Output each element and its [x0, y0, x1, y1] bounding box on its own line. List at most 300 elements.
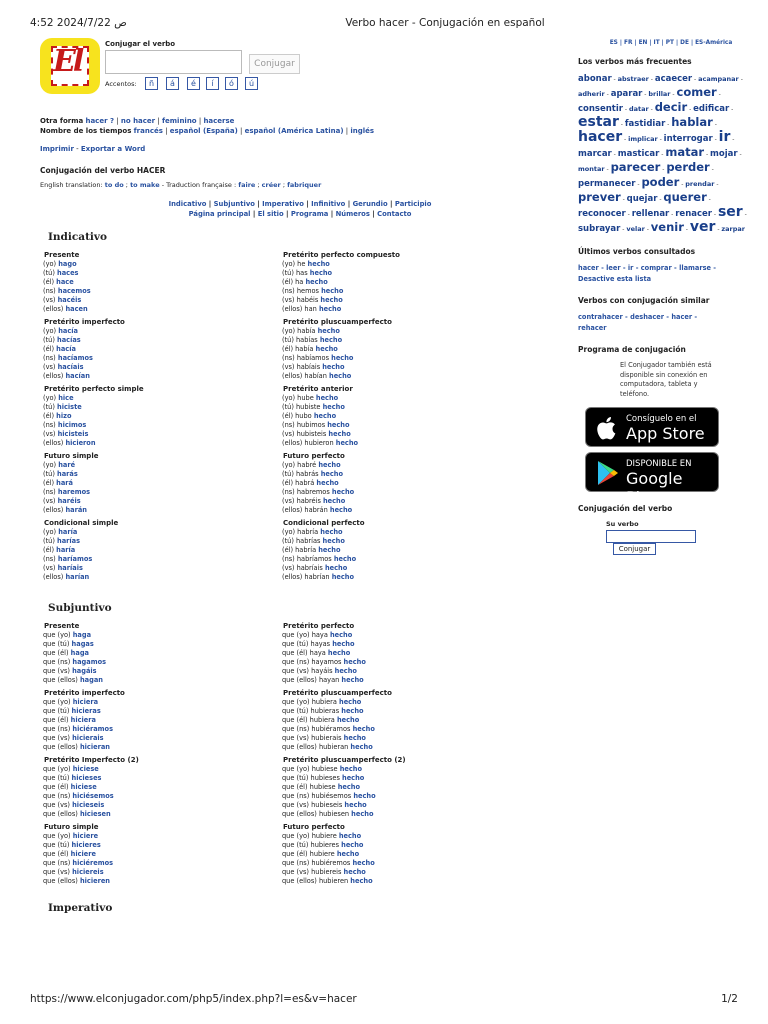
tense-name: Pretérito pluscuamperfecto [283, 318, 392, 326]
conjugation-row [282, 774, 539, 783]
link-espanol-america[interactable]: español (América Latina) [244, 127, 344, 135]
pronoun: (tú) habrías [282, 537, 321, 545]
conjugation-row [282, 327, 539, 336]
frequent-verb-link[interactable]: parecer [610, 160, 661, 174]
frequent-verb-link[interactable]: masticar [617, 149, 660, 159]
verb-form: hecho [337, 783, 360, 791]
tense-grid [40, 622, 560, 890]
frequent-verb-link[interactable]: rellenar [631, 209, 670, 219]
verb-form: hicisteis [57, 430, 89, 438]
pronoun: (ns) hubimos [282, 421, 326, 429]
pronoun: (él) [43, 278, 55, 286]
conjugation-row [282, 287, 539, 296]
verb-form: hecho [343, 734, 366, 742]
tense-name: Presente [44, 622, 80, 630]
verb-form: harían [65, 573, 90, 581]
verb-form: haga [70, 649, 89, 657]
pronoun: que (ns) [43, 725, 71, 733]
verb-form: hecho [331, 573, 355, 581]
tense-block [40, 689, 279, 752]
tense-name: Futuro simple [44, 452, 99, 460]
recent-verbs: hacer - leer - ir - comprar - llamarse - Desactive esta lista [578, 264, 717, 283]
frequent-verb-link[interactable]: querer [663, 190, 707, 204]
pronoun: (ns) [43, 287, 56, 295]
accent-key-e[interactable]: é [187, 77, 200, 90]
verb-form: hecho [327, 649, 351, 657]
verb-form: hecho [331, 488, 355, 496]
pronoun: (vs) habéis [282, 296, 319, 304]
conjugation-row [43, 774, 279, 783]
frequent-verb-link[interactable]: edificar [693, 104, 730, 114]
similar-verb-link[interactable]: rehacer [578, 324, 607, 332]
verb-form: hecho [322, 537, 345, 545]
frequent-verb-link[interactable]: consentir [578, 104, 623, 114]
tense-name: Pretérito Imperfecto (2) [44, 756, 139, 764]
verb-form: hecho [336, 716, 360, 724]
google-play-line1: DISPONIBLE EN [626, 459, 692, 469]
pronoun: que (él) haya [282, 649, 326, 657]
nav-contact[interactable]: Contacto [377, 210, 412, 218]
google-play-icon [596, 460, 620, 486]
verb-form: hicieras [71, 707, 101, 715]
conjugation-row [282, 783, 539, 792]
frequent-verb-link[interactable]: acampanar [698, 75, 739, 83]
conjugation-row [43, 676, 279, 685]
link-ingles[interactable]: inglés [350, 127, 375, 135]
pronoun: que (él) hubiere [282, 850, 335, 858]
trans-creer[interactable]: créer [261, 181, 281, 189]
verb-form: hecho [342, 774, 365, 782]
verb-form: hiciera [70, 716, 96, 724]
search-label: Conjugar el verbo [105, 40, 176, 48]
verb-form: hacíamos [57, 354, 93, 362]
conjugation-row [43, 564, 279, 573]
pronoun: (ellos) [43, 372, 64, 380]
pronoun: (ns) [43, 421, 56, 429]
pronoun: que (ellos) [43, 877, 78, 885]
frequent-verb-link[interactable]: renacer [675, 209, 712, 219]
frequent-verb-link[interactable]: quejar [626, 194, 658, 204]
pronoun: (yo) habré [282, 461, 317, 469]
accent-key-n[interactable]: ñ [145, 77, 158, 90]
app-store-badge[interactable] [585, 407, 719, 447]
conjugation-row [282, 403, 539, 412]
print-link[interactable]: Imprimir [40, 145, 74, 153]
frequent-verb-link[interactable]: implicar [628, 135, 658, 143]
frequent-verb-link[interactable]: ir [718, 129, 731, 145]
tense-block [40, 318, 279, 381]
pronoun: (ellos) habían [282, 372, 327, 380]
language-links[interactable]: ES | FR | EN | IT | PT | DE | ES-América [609, 40, 733, 46]
similar-verbs-title: Verbos con conjugación similar [578, 296, 710, 305]
frequent-verb-link[interactable]: hablar [671, 115, 713, 129]
frequent-verb-link[interactable]: adherir [578, 90, 605, 98]
pronoun: (él) ha [282, 278, 304, 286]
conjugation-row [282, 676, 539, 685]
export-word-link[interactable]: Exportar a Word [80, 145, 146, 153]
accent-key-o[interactable]: ó [225, 77, 238, 90]
conjugation-row [282, 716, 539, 725]
trans-faire[interactable]: faire [238, 181, 256, 189]
pronoun: (ellos) [43, 439, 64, 447]
verb-form: hecho [313, 412, 337, 420]
verb-form: harás [57, 470, 78, 478]
pronoun: que (yo) [43, 631, 71, 639]
frequent-verb-link[interactable]: velar [626, 225, 645, 233]
pronoun: (tú) [43, 269, 55, 277]
verb-form: hará [56, 479, 74, 487]
verb-form: hacen [65, 305, 88, 313]
tense-name: Condicional simple [44, 519, 119, 527]
conjugation-row [43, 260, 279, 269]
tense-block [40, 622, 279, 685]
nav-indicativo[interactable]: Indicativo [168, 200, 207, 208]
pronoun: que (tú) hubieses [282, 774, 340, 782]
conjugation-row [282, 555, 539, 564]
frequent-verb-link[interactable]: ser [717, 204, 743, 220]
verb-form: hecho [320, 528, 343, 536]
frequent-verb-link[interactable]: zarpar [721, 225, 746, 233]
conjugation-row [43, 354, 279, 363]
recent-verb-link[interactable]: comprar [640, 264, 672, 272]
pronoun: (ns) [43, 555, 56, 563]
frequent-verb-link[interactable]: aparar [610, 89, 643, 99]
pronoun: (yo) habría [282, 528, 319, 536]
recent-verb-link[interactable]: hacer [578, 264, 599, 272]
conjugation-row [282, 707, 539, 716]
similar-verbs: contrahacer - deshacer - hacer - rehacer [578, 313, 698, 332]
verb-form: hecho [329, 506, 353, 514]
pronoun: (tú) [43, 537, 55, 545]
print-url: https://www.elconjugador.com/php5/index.php?l=es&v=hacer [30, 993, 357, 1005]
pronoun: que (tú) [43, 640, 70, 648]
disable-list-link[interactable]: Desactive esta lista [578, 275, 652, 283]
side-conjugate-button[interactable]: Conjugar [613, 543, 656, 555]
conjugation-row [282, 850, 539, 859]
pronoun: (ns) hemos [282, 287, 319, 295]
nav-numbers[interactable]: Números [335, 210, 370, 218]
pronoun: (vs) habíais [282, 363, 321, 371]
recent-verb-link[interactable]: ir [627, 264, 634, 272]
conjugation-row [43, 470, 279, 479]
conjugation-row [282, 832, 539, 841]
translations: English translation: to do ; to make - Traduction française : faire ; créer ; fabriquer [40, 181, 322, 189]
pronoun: que (ns) hubiéremos [282, 859, 351, 867]
conjugation-row [282, 479, 539, 488]
frequent-verb-link[interactable]: perder [666, 160, 710, 174]
verb-form: hecho [329, 631, 353, 639]
verb-form: hiciera [72, 698, 99, 706]
frequent-verb-link[interactable]: interrogar [663, 134, 713, 144]
conjugation-row [43, 725, 279, 734]
google-play-line2: Google Play [626, 469, 683, 507]
frequent-verb-link[interactable]: datar [628, 105, 649, 113]
pronoun: (ellos) [43, 573, 64, 581]
conjugation-row [43, 394, 279, 403]
frequent-verb-link[interactable]: ver [689, 219, 716, 235]
verb-form: hecho [305, 278, 328, 286]
nav-gerundio[interactable]: Gerundio [352, 200, 388, 208]
nav-imperativo[interactable]: Imperativo [262, 200, 304, 208]
similar-verb-link[interactable]: hacer [671, 313, 693, 321]
pronoun: (ns) habremos [282, 488, 330, 496]
conjugation-row [282, 868, 539, 877]
frequent-verb-link[interactable]: montar [578, 165, 605, 173]
conjugation-row [282, 564, 539, 573]
conjugation-row [43, 269, 279, 278]
conjugation-row [43, 573, 279, 582]
frequent-verb-link[interactable]: estar [578, 114, 619, 130]
verb-form: hicieses [71, 774, 102, 782]
nav-subjuntivo[interactable]: Subjuntivo [213, 200, 255, 208]
tense-name: Pretérito perfecto simple [44, 385, 144, 393]
verb-search-input[interactable] [105, 50, 242, 74]
pronoun: (él) [43, 479, 55, 487]
tense-name: Futuro perfecto [283, 823, 345, 831]
conjugation-row [43, 801, 279, 810]
conjugation-row [282, 810, 539, 819]
verb-form: hecho [315, 345, 338, 353]
frequent-verb-link[interactable]: venir [650, 220, 684, 234]
conjugation-row [282, 667, 539, 676]
verb-form: hecho [322, 403, 345, 411]
accent-key-u[interactable]: ú [245, 77, 258, 90]
tense-block [279, 251, 539, 314]
frequent-verb-link[interactable]: brillar [648, 90, 671, 98]
frequent-verb-link[interactable]: prendar [685, 180, 715, 188]
conjugation-row [43, 859, 279, 868]
tense-name: Pretérito perfecto compuesto [283, 251, 400, 259]
conjugation-row [43, 439, 279, 448]
conjugation-row [43, 287, 279, 296]
link-hacer-question[interactable]: hacer ? [85, 117, 115, 125]
pronoun: (ellos) [43, 506, 64, 514]
verb-form: hecho [327, 421, 350, 429]
verb-form: hacías [57, 336, 81, 344]
verb-form: hizo [56, 412, 72, 420]
verb-form: hecho [338, 832, 362, 840]
conjugation-row [43, 640, 279, 649]
verb-form: hecho [352, 859, 375, 867]
tense-grid [40, 251, 560, 586]
pronoun: que (tú) [43, 841, 70, 849]
verb-form: hicimos [57, 421, 87, 429]
verb-form: harías [57, 537, 81, 545]
pronoun: (tú) has [282, 269, 308, 277]
conjugation-row [43, 631, 279, 640]
verb-form: hacemos [57, 287, 91, 295]
frequent-verb-link[interactable]: fastidiar [624, 119, 666, 129]
frequent-verb-link[interactable]: decir [654, 100, 688, 114]
link-frances[interactable]: francés [133, 127, 163, 135]
pronoun: que (vs) hayáis [282, 667, 333, 675]
verb-form: hecho [341, 707, 364, 715]
pronoun: (tú) [43, 403, 55, 411]
similar-verb-link[interactable]: deshacer [630, 313, 664, 321]
conjugation-row [43, 430, 279, 439]
nav-participio[interactable]: Participio [394, 200, 432, 208]
conjugation-row [282, 631, 539, 640]
pronoun: (ellos) habrían [282, 573, 330, 581]
conjugation-row [43, 698, 279, 707]
verb-form: hice [58, 394, 74, 402]
site-logo[interactable] [40, 38, 100, 94]
verb-form: hace [56, 278, 74, 286]
verb-cloud: abonar - abstraer - acaecer - acampanar - adherir - aparar - brillar - comer - consentir - datar - decir - edificar - estar - fastidiar - hablar - hacer - implicar - interrogar - ir - marcar - masticar - matar - mojar - montar - parecer - perder - permanecer - poder - prendar - prever - quejar - querer - reconocer - rellenar - renacer - ser - subrayar - velar - venir - ver - zarpar [578, 74, 747, 235]
nav-program[interactable]: Programa [290, 210, 329, 218]
link-espanol-espana[interactable]: español (España) [169, 127, 238, 135]
link-feminino[interactable]: feminino [161, 117, 197, 125]
pronoun: que (ns) hayamos [282, 658, 342, 666]
conjugation-row [282, 305, 539, 314]
frequent-verb-link[interactable]: reconocer [578, 209, 626, 219]
side-verb-input[interactable] [606, 530, 696, 543]
conjugation-row [43, 479, 279, 488]
verb-form: hecho [316, 479, 339, 487]
conjugation-row [43, 765, 279, 774]
pronoun: que (yo) hubiera [282, 698, 337, 706]
frequent-verb-link[interactable]: subrayar [578, 224, 621, 234]
verb-form: hiciere [70, 850, 96, 858]
sidebar [578, 40, 748, 555]
similar-verb-link[interactable]: contrahacer [578, 313, 623, 321]
nav-home[interactable]: Página principal [188, 210, 251, 218]
verb-form: hecho [315, 394, 339, 402]
tense-block [40, 756, 279, 819]
frequent-verb-link[interactable]: permanecer [578, 179, 636, 189]
pronoun: (yo) [43, 260, 57, 268]
verb-form: hacéis [57, 296, 82, 304]
verb-form: hecho [339, 698, 362, 706]
link-no-hacer[interactable]: no hacer [120, 117, 156, 125]
pronoun: (vs) [43, 430, 56, 438]
verb-form: hiciereis [72, 868, 104, 876]
frequent-verb-link[interactable]: hacer [578, 129, 623, 145]
program-text: El Conjugador también está disponible sin conexión en computadora, tableta y teléfono. [620, 361, 712, 398]
nav-site[interactable]: El sitio [257, 210, 284, 218]
conjugation-row [43, 649, 279, 658]
frequent-verb-link[interactable]: acaecer [654, 74, 693, 84]
trans-to-make[interactable]: to make [130, 181, 160, 189]
pronoun: que (vs) [43, 667, 70, 675]
trans-to-do[interactable]: to do [104, 181, 124, 189]
tense-block [279, 622, 539, 685]
search-box [40, 38, 560, 116]
tense-block [279, 385, 539, 448]
app-store-line1: Consíguelo en el [626, 414, 697, 424]
conjugation-row [43, 327, 279, 336]
verb-form: hicieren [79, 877, 110, 885]
conjugation-row [282, 765, 539, 774]
verb-form: hecho [320, 470, 344, 478]
accents-label: Accentos: [105, 80, 137, 88]
pronoun: (ns) [43, 488, 56, 496]
frequent-verb-link[interactable]: prever [578, 190, 621, 204]
frequent-verb-link[interactable]: mojar [710, 149, 738, 159]
recent-verb-link[interactable]: leer [606, 264, 621, 272]
frequent-verb-link[interactable]: abonar [578, 74, 612, 84]
conjugation-row [282, 573, 539, 582]
pronoun: (vs) [43, 296, 56, 304]
conjugation-row [43, 372, 279, 381]
conjugation-row [43, 296, 279, 305]
verb-form: hecho [341, 676, 364, 684]
conjugate-button[interactable]: Conjugar [249, 54, 300, 74]
verb-form: hiciéremos [72, 859, 114, 867]
tense-block [40, 452, 279, 515]
recent-verb-link[interactable]: llamarse [679, 264, 712, 272]
pronoun: que (ellos) hubieran [282, 743, 349, 751]
verb-form: hecho [322, 497, 346, 505]
pronoun: (tú) hubiste [282, 403, 321, 411]
pronoun: que (yo) hubiere [282, 832, 337, 840]
tense-name: Pretérito imperfecto [44, 318, 125, 326]
conjugation-row [282, 698, 539, 707]
pronoun: (vs) [43, 497, 56, 505]
conjugation-row [43, 403, 279, 412]
print-page-number: 1/2 [721, 993, 738, 1005]
pronoun: (ellos) habrán [282, 506, 328, 514]
pronoun: (tú) habrás [282, 470, 319, 478]
verb-form: hiciéramos [72, 725, 114, 733]
tense-name: Pretérito imperfecto [44, 689, 125, 697]
conjugation-row [282, 546, 539, 555]
conjugation-row [282, 412, 539, 421]
pronoun: que (yo) [43, 698, 71, 706]
pronoun: que (yo) haya [282, 631, 328, 639]
nav-infinitivo[interactable]: Infinitivo [311, 200, 346, 208]
apple-icon [596, 415, 620, 441]
tense-name: Condicional perfecto [283, 519, 365, 527]
conjugation-row [282, 430, 539, 439]
pronoun: (él) había [282, 345, 314, 353]
link-hacerse[interactable]: hacerse [203, 117, 235, 125]
conjugation-row [282, 537, 539, 546]
verb-form: hecho [318, 305, 342, 313]
pronoun: (vs) habríais [282, 564, 323, 572]
verb-form: hecho [351, 810, 374, 818]
pronoun: que (ellos) hayan [282, 676, 340, 684]
pronoun: que (él) hubiese [282, 783, 336, 791]
trans-fabriquer[interactable]: fabriquer [287, 181, 322, 189]
verb-form: haré [58, 461, 76, 469]
tense-block [279, 519, 539, 582]
conjugation-row [43, 877, 279, 886]
conjugation-row [282, 269, 539, 278]
accent-key-i[interactable]: í [206, 77, 219, 90]
conjugation-row [282, 372, 539, 381]
accent-key-a[interactable]: á [166, 77, 179, 90]
verb-form: hecho [353, 792, 376, 800]
conjugation-row [282, 506, 539, 515]
conjugation-row [43, 497, 279, 506]
frequent-verb-link[interactable]: poder [641, 175, 680, 189]
pronoun: que (él) [43, 783, 69, 791]
frequent-verb-link[interactable]: comer [676, 85, 717, 99]
google-play-badge[interactable] [585, 452, 719, 507]
frequent-verb-link[interactable]: matar [665, 145, 705, 159]
print-title: Verbo hacer - Conjugación en español [345, 17, 545, 29]
frequent-verb-link[interactable]: abstraer [617, 75, 649, 83]
conjugation-row [43, 658, 279, 667]
pronoun: que (vs) [43, 734, 70, 742]
conjugation-row [43, 506, 279, 515]
pronoun: que (tú) [43, 774, 70, 782]
conjugation-row [43, 278, 279, 287]
conjugation-row [282, 743, 539, 752]
frequent-verb-link[interactable]: marcar [578, 149, 612, 159]
page-title: Conjugación del verbo HACER [40, 166, 166, 175]
